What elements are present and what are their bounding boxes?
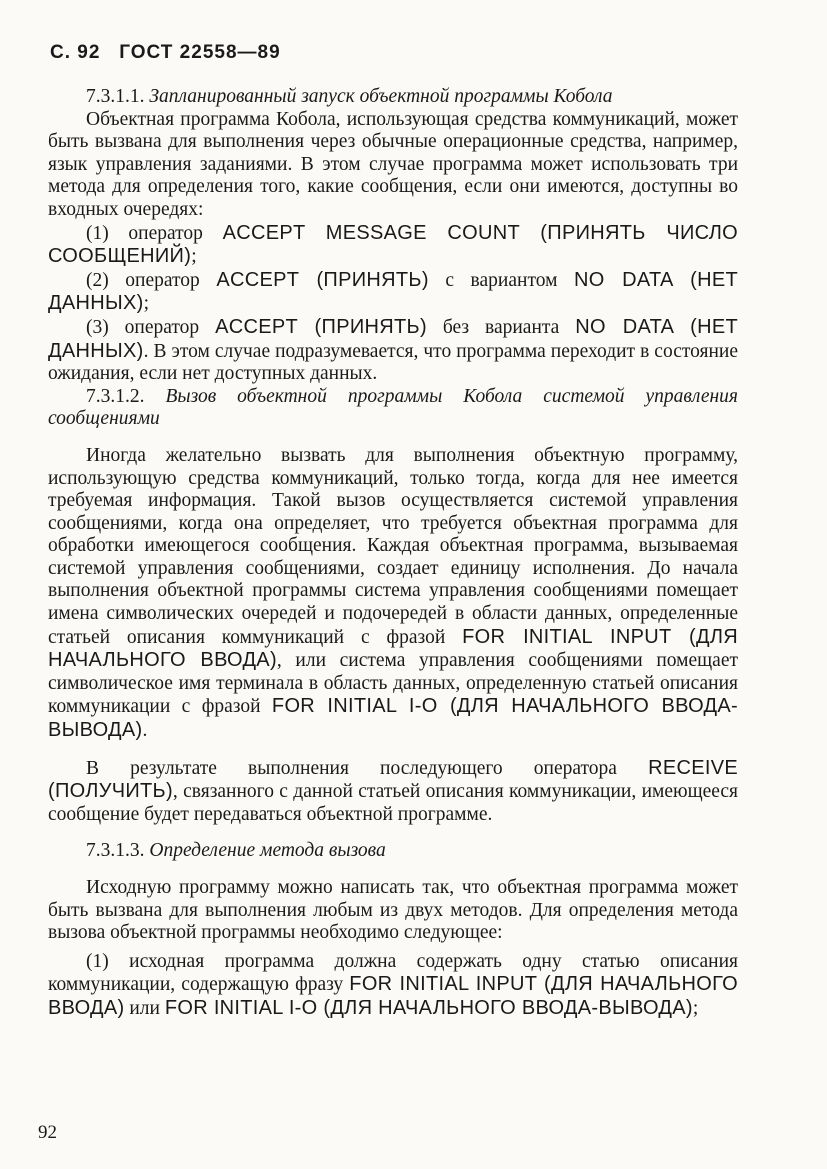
document-body xyxy=(48,86,738,1021)
section-number: 7.3.1.2. xyxy=(86,385,145,407)
paragraph xyxy=(48,445,738,743)
list-item-1 xyxy=(48,951,738,1021)
list-item-mid: без варианта xyxy=(426,316,576,338)
list-item-3 xyxy=(48,316,738,386)
keyword-text: RECEIVE (ПОЛУЧИТЬ) xyxy=(48,756,738,803)
list-item-suffix: ; xyxy=(692,997,699,1019)
list-item-1 xyxy=(48,222,738,269)
section-heading-7-3-1-2 xyxy=(48,386,738,431)
list-item-mid: или xyxy=(124,997,165,1019)
paragraph xyxy=(48,757,738,827)
list-item-suffix: . В этом случае подразумевается, что программа переходит в состояние ожидания, если нет доступных данных. xyxy=(48,340,738,385)
section-title: Вызов объектной программы Кобола системой управления сообщениями xyxy=(48,385,738,430)
section-heading-7-3-1-1 xyxy=(48,86,738,109)
list-item-suffix: ; xyxy=(191,246,197,268)
section-heading-7-3-1-3 xyxy=(48,840,738,863)
paragraph: Исходную программу можно написать так, что объектная программа может быть вызвана для выполнения любым из двух методов. Для определения метода вызова объектной программы необходимо следующее: xyxy=(48,877,738,944)
page-header: С. 92 ГОСТ 22558—89 xyxy=(50,42,281,63)
paragraph-text: . xyxy=(142,720,148,742)
keyword-text: NO DATA (НЕТ ДАННЫХ) xyxy=(48,315,738,362)
list-item-suffix: ; xyxy=(143,293,149,315)
keyword-text: ACCEPT MESSAGE COUNT (ПРИНЯТЬ ЧИСЛО СООБЩЕНИЙ) xyxy=(48,221,738,268)
keyword-text: FOR INITIAL INPUT (ДЛЯ НАЧАЛЬНОГО ВВОДА) xyxy=(48,625,739,672)
paragraph-text: , или система управления сообщениями помещает символическое имя терминала в область данных, определенную статьей описания коммуникации с фразой xyxy=(48,650,739,718)
keyword-text: ACCEPT (ПРИНЯТЬ) xyxy=(216,268,429,291)
keyword-text: ACCEPT (ПРИНЯТЬ) xyxy=(215,315,427,338)
list-item-text: (1) исходная программа должна содержать одну статью описания коммуникации, содержащую фразу xyxy=(48,950,738,996)
keyword-text: FOR INITIAL I-O (ДЛЯ НАЧАЛЬНОГО ВВОДА-ВЫВОДА) xyxy=(164,996,693,1019)
list-item-text: (2) оператор xyxy=(86,269,217,291)
paragraph-text: В результате выполнения последующего оператора xyxy=(86,757,649,779)
section-number: 7.3.1.1. xyxy=(86,86,145,107)
paragraph-text: , связанного с данной статьей описания коммуникации, имеющееся сообщение будет передаваться объектной программе. xyxy=(48,781,738,825)
paragraph: Объектная программа Кобола, использующая средства коммуникаций, может быть вызвана для выполнения через обычные операционные средства, например, язык управления заданиями. В этом случае программа может использовать три метода для определения того, какие сообщения, если они имеются, доступны во входных очередях: xyxy=(48,108,738,220)
paragraph-text: Иногда желательно вызвать для выполнения объектную программу, использующую средства коммуникаций, только тогда, когда для нее имеется требуемая информация. Такой вызов осуществляется системой управления сообщениями, когда она определяет, что требуется объектная программа для обработки имеющегося сообщения. Каждая объектная программа, вызываемая системой управления сообщениями, создает единицу исполнения. До начала выполнения объектной программы система управления сообщениями помещает имена символических очередей и подочередей в области данных, определенные статьей описания коммуникаций с фразой xyxy=(48,444,738,648)
keyword-text: NO DATA (НЕТ ДАННЫХ) xyxy=(48,268,738,315)
section-title: Запланированный запуск объектной программы Кобола xyxy=(149,86,613,107)
keyword-text: FOR INITIAL INPUT (ДЛЯ НАЧАЛЬНОГО ВВОДА) xyxy=(48,973,738,1019)
keyword-text: FOR INITIAL I-O (ДЛЯ НАЧАЛЬНОГО ВВОДА-ВЫВОДА) xyxy=(48,695,738,742)
list-item-text: (1) оператор xyxy=(86,222,223,244)
section-number: 7.3.1.3. xyxy=(86,840,145,862)
list-item-text: (3) оператор xyxy=(86,316,216,338)
list-item-mid: с вариантом xyxy=(428,269,574,291)
page-number: 92 xyxy=(38,1122,57,1143)
list-item-2 xyxy=(48,269,738,316)
section-title: Определение метода вызова xyxy=(149,840,386,862)
